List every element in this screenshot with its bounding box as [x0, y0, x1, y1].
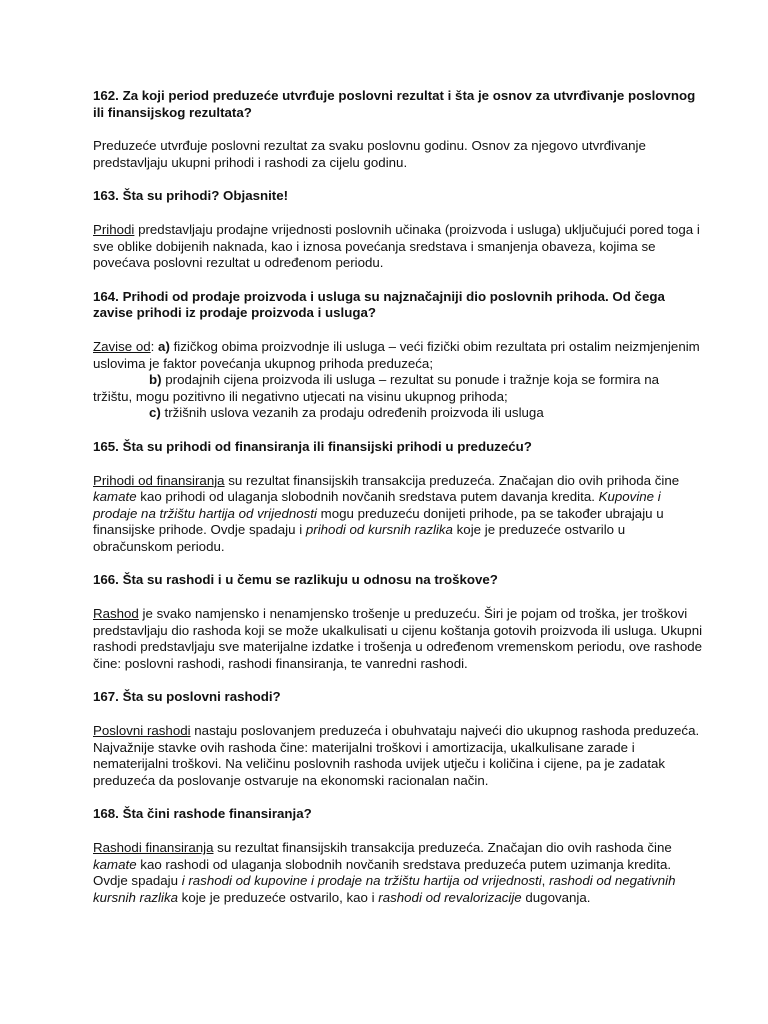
- answer-162: Preduzeće utvrđuje poslovni rezultat za svaku poslovnu godinu. Osnov za njegovo utvrđivanje predstavljaju ukupni prihodi i rashodi za cijelu godinu.: [93, 138, 646, 170]
- question-167: 167. Šta su poslovni rashodi?: [93, 689, 281, 705]
- answer-168-italic3: rashodi od negativnih kursnih razlika: [93, 873, 676, 905]
- question-162: 162. Za koji period preduzeće utvrđuje poslovni rezultat i šta je osnov za utvrđivanje poslovnog ili finansijskog rezultata?: [93, 88, 696, 120]
- term-prihodi-od-finansiranja: Prihodi od finansiranja: [93, 472, 225, 488]
- item-b-continued: tržištu, mogu pozitivno ili negativno utjecati na visinu ukupnog prihoda;: [93, 388, 508, 404]
- item-c-label: c): [149, 405, 161, 421]
- item-b-text: prodajnih cijena proizvoda ili usluga – rezultat su ponude i tražnje koja se formira na: [161, 372, 660, 388]
- answer-168-part3: ,: [541, 873, 550, 889]
- question-163: 163. Šta su prihodi? Objasnite!: [93, 188, 289, 204]
- answer-163: [93, 222, 708, 272]
- item-a-text: fizičkog obima proizvodnje ili usluga – veći fizički obim rezultata pri ostalim neizmjenjenim uslovima je faktor povećanja ukupnog prihoda preduzeća;: [93, 338, 700, 371]
- question-165: 165. Šta su prihodi od finansiranja ili finansijski prihodi u preduzeću?: [93, 438, 532, 454]
- question-166: 166. Šta su rashodi i u čemu se razlikuju u odnosu na troškove?: [93, 572, 498, 588]
- answer-165-italic3: prihodi od kursnih razlika: [305, 522, 453, 538]
- answer-167: [93, 723, 708, 789]
- answer-166: [93, 606, 708, 672]
- term-rashod: Rashod: [93, 606, 139, 622]
- answer-168-part5: dugovanja.: [521, 889, 591, 905]
- question-168: 168. Šta čini rashode finansiranja?: [93, 806, 312, 822]
- answer-167-text: nastaju poslovanjem preduzeća i obuhvataju najveći dio ukupnog rashoda preduzeća. Najvažnije stavke ovih rashoda čine: materijalni troškovi i amortizacija, ukalkulisane zarade i nematerijalni troškovi. Na veličinu poslovnih rashoda uvijek utječu i količina i cijene, pa je zadatak preduzeća da poslovanje ostvaruje na ekonomski racionalan način.: [93, 723, 700, 788]
- answer-164-colon: :: [150, 338, 159, 354]
- answer-165-part3: mogu preduzeću donijeti prihode, pa se također ubrajaju u finansijske prihode. Ovdje spadaju i: [93, 505, 664, 538]
- item-c-text: tržišnih uslova vezanih za prodaju određenih proizvoda ili usluga: [160, 405, 544, 421]
- answer-164: [93, 339, 708, 422]
- answer-168-part1: su rezultat finansijskih transakcija preduzeća. Značajan dio ovih rashoda čine: [213, 840, 672, 855]
- answer-165-italic2: Kupovine i prodaje na tržištu hartija od vrijednosti: [93, 489, 661, 521]
- answer-168: [93, 840, 708, 906]
- answer-168-italic4: rashodi od revalorizacije: [378, 889, 522, 905]
- term-prihodi: Prihodi: [93, 221, 135, 237]
- item-b: [93, 372, 708, 389]
- answer-168-part2: kao rashodi od ulaganja slobodnih novčanih sredstava preduzeća putem uzimanja kredita. Ovdje spadaju: [93, 856, 672, 889]
- answer-163-text: predstavljaju prodajne vrijednosti poslovnih učinaka (proizvoda i usluga) uključujući pored toga i sve oblike dobijenih naknada, kao i iznosa povećanja sredstava i smanjenja obaveza, kojima se povećava poslovni rezultat u određenom periodu.: [93, 221, 700, 271]
- answer-168-part4: koje je preduzeće ostvarilo, kao i: [177, 889, 379, 905]
- answer-168-italic1: kamate: [93, 856, 137, 872]
- item-a-label: a): [158, 338, 170, 354]
- answer-165-part4: koje je preduzeće ostvarilo u obračunskom periodu.: [93, 522, 626, 554]
- term-rashodi-finansiranja: Rashodi finansiranja: [93, 840, 214, 855]
- term-zavise-od: Zavise od: [93, 338, 151, 354]
- item-c: [93, 405, 708, 422]
- answer-168-italic2: i rashodi od kupovine i prodaje na tržištu hartija od vrijednosti: [181, 873, 542, 889]
- answer-166-text: je svako namjensko i nenamjensko trošenje u preduzeću. Širi je pojam od troška, jer troškovi predstavljaju dio rashoda koji se može ukalkulisati u cijenu koštanja gotovih proizvoda ili usluga. Ukupni rashodi predstavljaju sve materijalne izdatke i trošenja u određenom vremenskom periodu, ove rashode čine: poslovni rashodi, rashodi finansiranja, te vanredni rashodi.: [93, 606, 703, 671]
- answer-165-italic1: kamate: [93, 489, 137, 505]
- answer-165-part2: kao prihodi od ulaganja slobodnih novčanih sredstava putem davanja kredita.: [136, 489, 599, 505]
- answer-165-part1: su rezultat finansijskih transakcija preduzeća. Značajan dio ovih prihoda čine: [224, 472, 680, 488]
- item-b-label: b): [149, 372, 162, 388]
- question-164: 164. Prihodi od prodaje proizvoda i usluga su najznačajniji dio poslovnih prihoda. Od čega zavise prihodi iz prodaje proizvoda i usluga?: [93, 288, 665, 321]
- term-poslovni-rashodi: Poslovni rashodi: [93, 723, 191, 739]
- answer-165: [93, 473, 708, 556]
